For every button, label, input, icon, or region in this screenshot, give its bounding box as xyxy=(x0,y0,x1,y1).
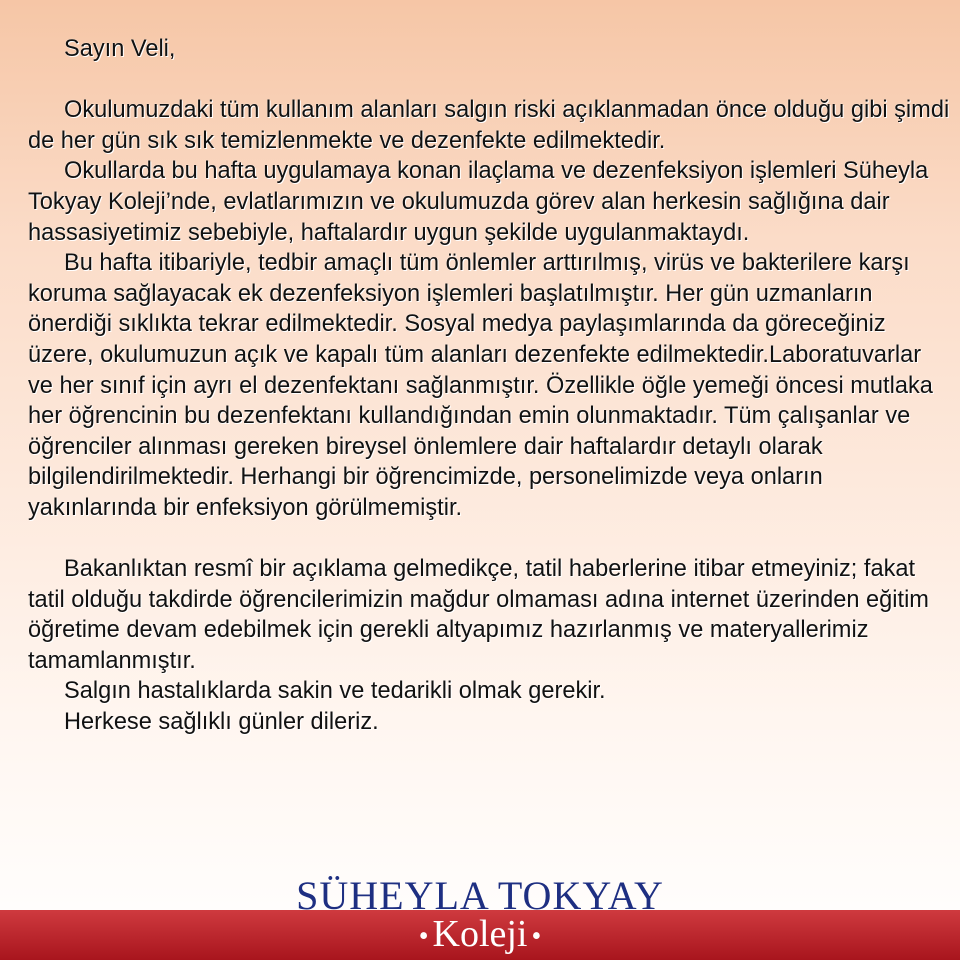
letter-paragraph: Bu hafta itibariyle, tedbir amaçlı tüm önlemler arttırılmış, virüs ve bakterilere karşı koruma sağlayacak ek dezenfeksiyon işlemleri başlatılmıştır. Her gün uzmanların önerdiği sıklıkta tekrar edilmektedir. Sosyal medya paylaşımlarında da göreceğiniz üzere, okulumuzun açık ve kapalı tüm alanları dezenfekte edilmektedir.Laboratuvarlar ve her sınıf için ayrı el dezenfektanı sağlanmıştır. Özellikle öğle yemeği öncesi mutlaka her öğrencinin bu dezenfektanı kullandığından emin olunmaktadır. Tüm çalışanlar ve öğrenciler alınması gereken bireysel önlemlere dair haftalardır detaylı olarak bilgilendirilmektedir. Herhangi bir öğrencimizde, personelimizde veya onların yakınlarında bir enfeksiyon görülmemiştir. xyxy=(28,250,933,521)
letter-paragraph: Okulumuzdaki tüm kullanım alanları salgın riski açıklanmadan önce olduğu gibi şimdi de her gün sık sık temizlenmekte ve dezenfekte edilmektedir. xyxy=(28,97,950,154)
letter-closing: Herkese sağlıklı günler dileriz. xyxy=(64,709,379,736)
letter-paragraph: Salgın hastalıklarda sakin ve tedarikli olmak gerekir. xyxy=(64,678,606,705)
bullet-icon: • xyxy=(418,921,429,953)
school-logo-subtitle xyxy=(0,912,960,956)
school-logo-subtitle-text: Koleji xyxy=(432,913,528,955)
letter-paragraph: Bakanlıktan resmî bir açıklama gelmedikçe, tatil haberlerine itibar etmeyiniz; fakat tatil olduğu takdirde öğrencilerimizin mağdur olmaması adına internet üzerinden eğitim öğretime devam edebilmek için gerekli altyapımız hazırlanmış ve materyallerimiz tamamlanmıştır. xyxy=(28,556,929,674)
letter-body xyxy=(28,34,952,738)
bullet-icon: • xyxy=(531,921,542,953)
letter-paragraph: Okullarda bu hafta uygulamaya konan ilaçlama ve dezenfeksiyon işlemleri Süheyla Tokyay Koleji’nde, evlatlarımızın ve okulumuzda görev alan herkesin sağlığına dair hassasiyetimiz sebebiyle, haftalardır uygun şekilde uygulanmaktaydı. xyxy=(28,158,929,246)
letter-greeting: Sayın Veli, xyxy=(64,36,176,62)
school-logo-name: SÜHEYLA TOKYAY xyxy=(296,873,664,918)
